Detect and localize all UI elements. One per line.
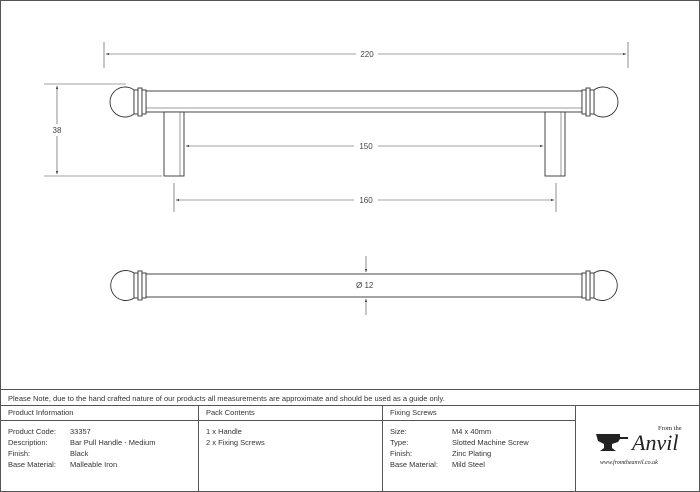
left-post: [164, 112, 184, 176]
fixing-screws-heading: Fixing Screws: [383, 406, 575, 421]
measurement-note: Please Note, due to the hand crafted nature of our products all measurements are approximate and should be used as a guide only.: [1, 389, 699, 406]
pack-contents-heading: Pack Contents: [199, 406, 382, 421]
product-information-heading: Product Information: [1, 406, 198, 421]
dimension-overall-length: 220: [360, 50, 374, 59]
handle-side-view: [110, 87, 618, 176]
product-information-panel: [1, 406, 199, 491]
left-end-knob: [110, 87, 134, 117]
product-info-row: Base Material: Malleable Iron: [8, 460, 118, 469]
left-end-knob-plan: [111, 270, 134, 300]
bar: [146, 91, 582, 112]
logo-brand: Anvil: [632, 430, 679, 455]
dimension-height: 38: [52, 126, 62, 135]
product-info-row: Product Code: 33357: [8, 427, 91, 436]
dimension-centres: 160: [359, 196, 373, 205]
right-end-knob: [594, 87, 618, 117]
logo-url: www.fromtheanvil.co.uk: [600, 460, 658, 466]
right-post: [545, 112, 565, 176]
pack-item: 1 x Handle: [206, 427, 242, 436]
dimension-inner-length: 150: [359, 142, 373, 151]
dimension-diameter: Ø 12: [356, 281, 374, 290]
anvil-icon: [596, 434, 628, 451]
logo-from-the: From the: [658, 425, 682, 432]
from-the-anvil-logo: [576, 406, 699, 491]
screw-info-row: Type: Slotted Machine Screw: [390, 438, 529, 447]
pack-item: 2 x Fixing Screws: [206, 438, 265, 447]
right-end-knob-plan: [594, 271, 617, 301]
product-info-row: Description: Bar Pull Handle - Medium: [8, 438, 156, 447]
screw-info-row: Base Material: Mild Steel: [390, 460, 485, 469]
screw-info-row: Finish: Zinc Plating: [390, 449, 492, 458]
screw-info-row: Size: M4 x 40mm: [390, 427, 492, 436]
product-info-row: Finish: Black: [8, 449, 89, 458]
fixing-screws-panel: [383, 406, 576, 491]
pack-contents-panel: [199, 406, 383, 491]
